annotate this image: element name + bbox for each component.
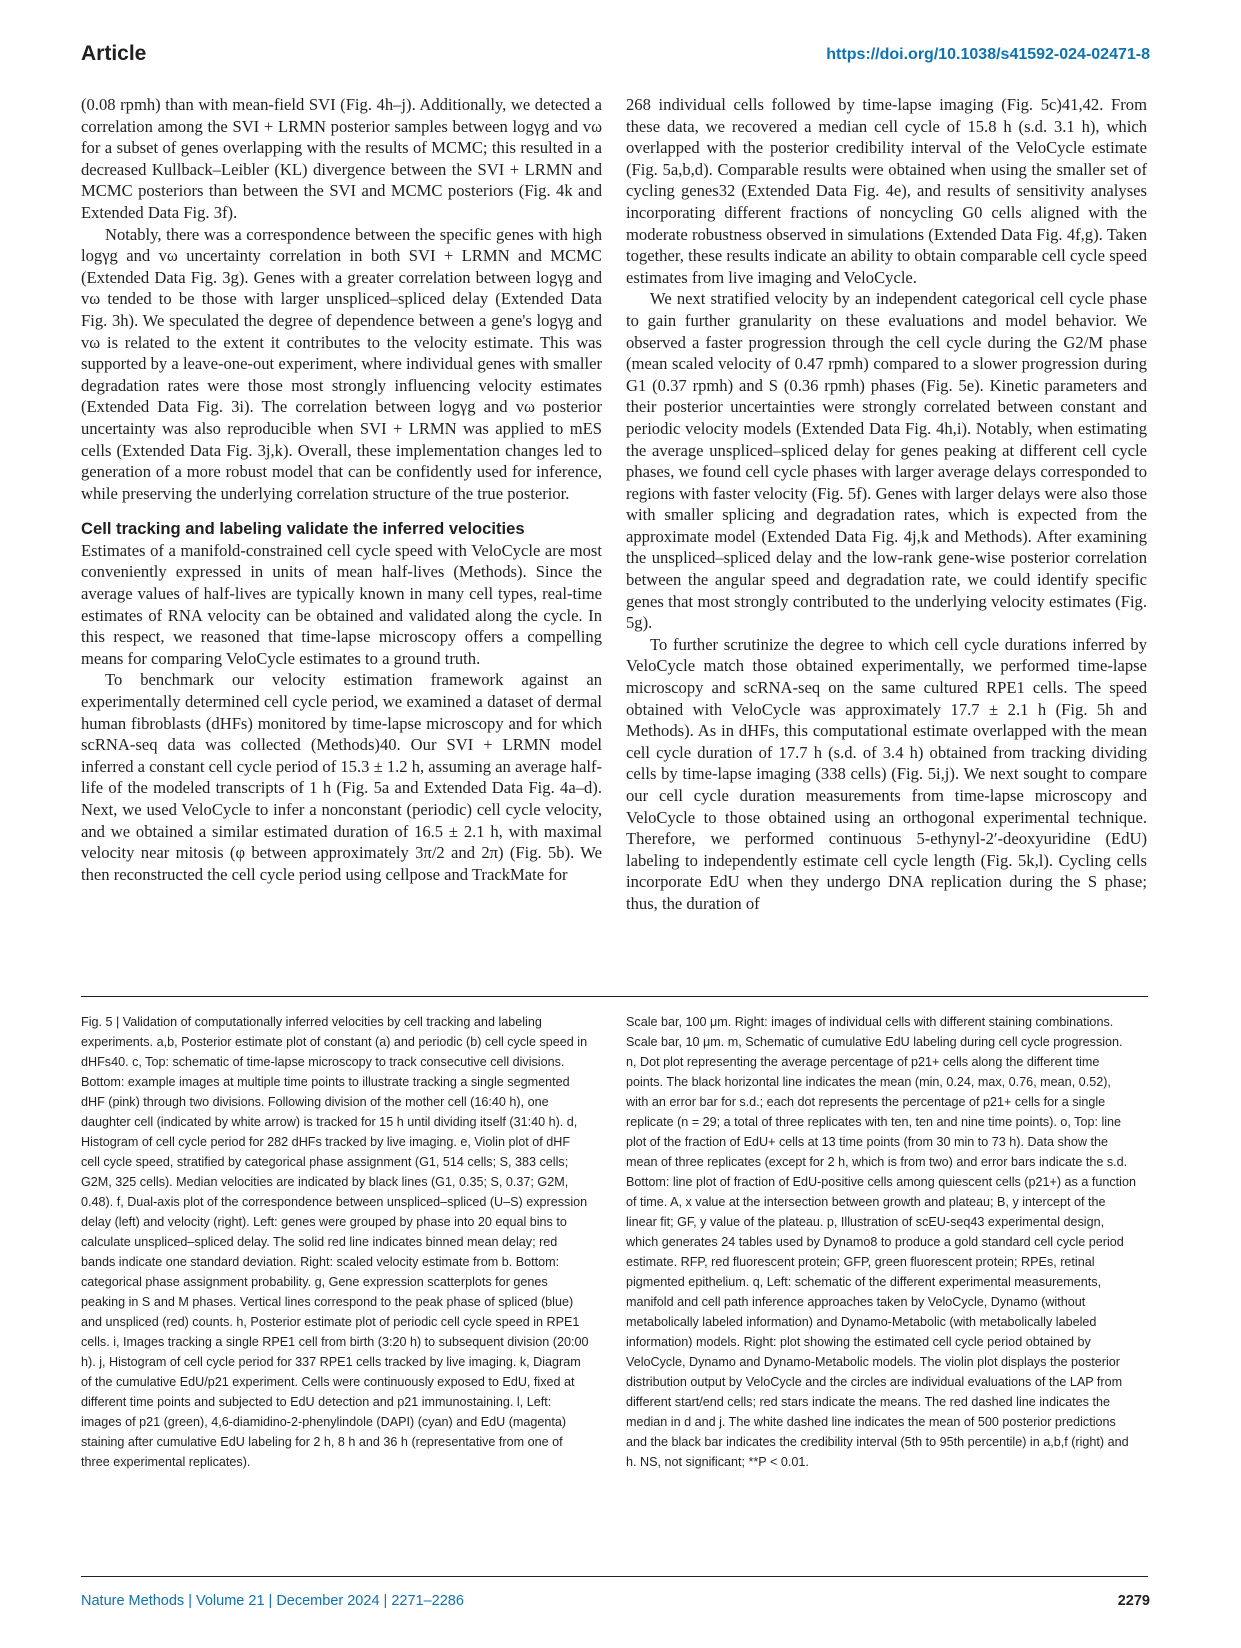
paragraph: (0.08 rpmh) than with mean-field SVI (Fig. 4h–j). Additionally, we detected a correlation among the SVI + LRMN posterior samples between logγg and vω for a subset of genes overlapping with the results of MCMC; this resulted in a decreased Kullback–Leibler (KL) divergence between the SVI + LRMN and MCMC posteriors than between the SVI and MCMC posteriors (Fig. 4k and Extended Data Fig. 3f). bbox=[81, 95, 602, 222]
article-label: Article bbox=[81, 42, 147, 65]
paragraph: To further scrutinize the degree to which cell cycle durations inferred by VeloCycle match those obtained experimentally, we performed time-lapse microscopy and scRNA-seq on the same cultured RPE1 cells. The speed obtained with VeloCycle was approximately 17.7 ± 2.1 h (Fig. 5h and Methods). As in dHFs, this computational estimate overlapped with the mean cell cycle duration of 17.7 h (s.d. of 3.4 h) obtained from tracking dividing cells by time-lapse imaging (338 cells) (Fig. 5i,j). We next sought to compare our cell cycle duration measurements from time-lapse microscopy and VeloCycle to those obtained using an orthogonal experimental technique. Therefore, we performed continuous 5-ethynyl-2′-deoxyuridine (EdU) labeling to independently estimate cell cycle length (Fig. 5k,l). Cycling cells incorporate EdU when they undergo DNA replication during the S phase; thus, the duration of bbox=[626, 634, 1147, 913]
footer-divider bbox=[81, 1576, 1148, 1577]
figure-caption-left bbox=[81, 1012, 591, 1472]
body-column-left bbox=[81, 94, 602, 885]
journal-citation: Nature Methods | Volume 21 | December 2024 | 2271–2286 bbox=[81, 1593, 464, 1609]
caption-text: Fig. 5 | Validation of computationally inferred velocities by cell tracking and labeling experiments. a,b, Posterior estimate plot of constant (a) and periodic (b) cell cycle speed in dHFs40. c, Top: schematic of time-lapse microscopy to track consecutive cell divisions. Bottom: example images at multiple time points to illustrate tracking a single segmented dHF (pink) through two divisions. Following division of the mother cell (16:40 h), one daughter cell (indicated by white arrow) is tracked for 15 h until dividing itself (31:40 h). d, Histogram of cell cycle period for 282 dHFs tracked by live imaging. e, Violin plot of dHF cell cycle speed, stratified by categorical phase assignment (G1, 514 cells; S, 383 cells; G2M, 325 cells). Median velocities are indicated by black lines (G1, 0.35; S, 0.37; G2M, 0.48). f, Dual-axis plot of the correspondence between unspliced–spliced (U–S) expression delay (left) and velocity (right). Left: genes were grouped by phase into 20 equal bins to calculate unspliced–spliced delay. The solid red line indicates binned mean delay; red bands indicate one standard deviation. Right: scaled velocity estimate from b. Bottom: categorical phase assignment probability. g, Gene expression scatterplots for genes peaking in S and M phases. Vertical lines correspond to the peak phase of spliced (blue) and unspliced (red) counts. h, Posterior estimate plot of periodic cell cycle speed in RPE1 cells. i, Images tracking a single RPE1 cell from birth (3:20 h) to subsequent division (20:00 h). j, Histogram of cell cycle period for 337 RPE1 cells tracked by live imaging. k, Diagram of the cumulative EdU/p21 experiment. Cells were continuously exposed to EdU, fixed at different time points and subjected to EdU detection and p21 immunostaining. l, Left: images of p21 (green), 4,6-diamidino-2-phenylindole (DAPI) (cyan) and EdU (magenta) staining after cumulative EdU labeling for 2 h, 8 h and 36 h (representative from one of three experimental replicates). bbox=[81, 1015, 589, 1469]
doi-link[interactable]: https://doi.org/10.1038/s41592-024-02471-8 bbox=[826, 46, 1150, 63]
caption-divider bbox=[81, 996, 1148, 997]
page-number: 2279 bbox=[1117, 1593, 1150, 1609]
paragraph: Notably, there was a correspondence between the specific genes with high logγg and vω uncertainty correlation in both SVI + LRMN and MCMC (Extended Data Fig. 3g). Genes with a greater correlation between logγg and vω tended to be those with larger unspliced–spliced delay (Extended Data Fig. 3h). We speculated the degree of dependence between a gene's logγg and vω is related to the extent it contributes to the velocity estimate. This was supported by a leave-one-out experiment, where individual genes with smaller degradation rates were those most strongly influencing velocity estimates (Extended Data Fig. 3i). The correlation between logγg and vω posterior uncertainty was also reproducible when SVI + LRMN was applied to mES cells (Extended Data Fig. 3j,k). Overall, these implementation changes led to generation of a more robust model that can be confidently used for inference, while preserving the underlying correlation structure of the true posterior. bbox=[81, 224, 602, 503]
paragraph: We next stratified velocity by an independent categorical cell cycle phase to gain further granularity on these evaluations and model behavior. We observed a faster progression through the cell cycle during the G2/M phase (mean scaled velocity of 0.47 rpmh) compared to a slower progression during G1 (0.37 rpmh) and S (0.36 rpmh) phases (Fig. 5e). Kinetic parameters and their posterior uncertainties were strongly correlated between constant and periodic velocity models (Extended Data Fig. 4h,i). Notably, when estimating the average unspliced–spliced delay for genes peaking at different cell cycle phases, we found cell cycle phases with larger average delays corresponded to regions with faster velocity (Fig. 5f). Genes with larger delays were also those with smaller splicing and degradation rates, which is expected from the approximate model (Extended Data Fig. 4j,k and Methods). After examining the unspliced–spliced delay and the low-rank gene-wise posterior correlation between the angular speed and degradation rate, we could identify specific genes that most strongly contributed to the underlying velocity estimates (Fig. 5g). bbox=[626, 289, 1147, 633]
figure-caption-right bbox=[626, 1012, 1136, 1472]
caption-text: Scale bar, 100 μm. Right: images of individual cells with different staining combinations. Scale bar, 10 μm. m, Schematic of cumulative EdU labeling during cell cycle progression. n, Dot plot representing the average percentage of p21+ cells along the different time points. The black horizontal line indicates the mean (min, 0.24, max, 0.76, mean, 0.52), with an error bar for s.d.; each dot represents the percentage of p21+ cells for a single replicate (n = 29; a total of three replicates with ten, ten and nine time points). o, Top: line plot of the fraction of EdU+ cells at 13 time points (from 30 min to 73 h). Data show the mean of three replicates (except for 2 h, which is from two) and error bars indicate the s.d. Bottom: line plot of fraction of EdU-positive cells among quiescent cells (p21+) as a function of time. A, x value at the intersection between growth and plateau; B, y intercept of the linear fit; GF, y value of the plateau. p, Illustration of scEU-seq43 experimental design, which generates 24 tables used by Dynamo8 to produce a gold standard cell cycle period estimate. RFP, red fluorescent protein; GFP, green fluorescent protein; RPEs, retinal pigmented epithelium. q, Left: schematic of the different experimental measurements, manifold and cell path inference approaches taken by VeloCycle, Dynamo (without metabolically labeled information) and Dynamo-Metabolic (with metabolically labeled information) models. Right: plot showing the estimated cell cycle period obtained by VeloCycle, Dynamo and Dynamo-Metabolic models. The violin plot displays the posterior distribution output by VeloCycle and the circles are individual evaluations of the LAP from different start/end cells; red stars indicate the means. The red dashed line indicates the median in d and j. The white dashed line indicates the mean of 500 posterior predictions and the black bar indicates the credibility interval (5th to 95th percentile) in a,b,f (right) and h. NS, not significant; **P < 0.01. bbox=[626, 1015, 1136, 1469]
body-column-right bbox=[626, 94, 1147, 915]
section-heading: Cell tracking and labeling validate the inferred velocities bbox=[81, 519, 525, 539]
paragraph: 268 individual cells followed by time-lapse imaging (Fig. 5c)41,42. From these data, we recovered a median cell cycle of 15.8 h (s.d. 3.1 h), which overlapped with the posterior credibility interval of the VeloCycle estimate (Fig. 5a,b,d). Comparable results were obtained when using the smaller set of cycling genes32 (Extended Data Fig. 4e), and results of sensitivity analyses incorporating different fractions of noncycling G0 cells aligned with the moderate robustness observed in simulations (Extended Data Fig. 4f,g). Taken together, these results indicate an ability to obtain comparable cell cycle speed estimates from live imaging and VeloCycle. bbox=[626, 95, 1147, 287]
paragraph: Estimates of a manifold-constrained cell cycle speed with VeloCycle are most conveniently expressed in units of mean half-lives (Methods). Since the average values of half-lives are typically known in many cell types, real-time estimates of RNA velocity can be obtained and validated along the cycle. In this respect, we reasoned that time-lapse microscopy offers a compelling means for comparing VeloCycle estimates to a ground truth. bbox=[81, 540, 602, 668]
paragraph: To benchmark our velocity estimation framework against an experimentally determined cell cycle period, we examined a dataset of dermal human fibroblasts (dHFs) monitored by time-lapse microscopy and for which scRNA-seq data was collected (Methods)40. Our SVI + LRMN model inferred a constant cell cycle period of 15.3 ± 1.2 h, assuming an average half-life of the modeled transcripts of 1 h (Fig. 5a and Extended Data Fig. 4a–d). Next, we used VeloCycle to infer a nonconstant (periodic) cell cycle velocity, and we obtained a similar estimated duration of 16.5 ± 2.1 h, with maximal velocity near mitosis (φ between approximately 3π/2 and 2π) (Fig. 5b). We then reconstructed the cell cycle period using cellpose and TrackMate for bbox=[81, 670, 603, 884]
